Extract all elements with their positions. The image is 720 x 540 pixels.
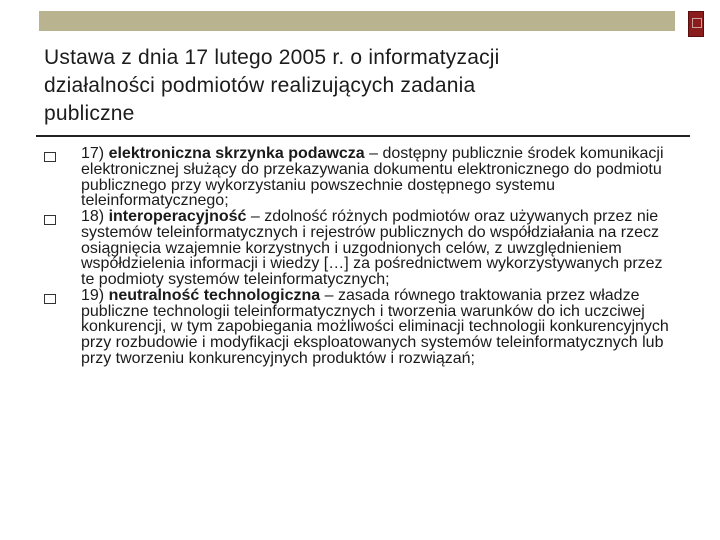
square-bullet-icon — [44, 152, 56, 162]
definition-body: – zdolność różnych podmiotów oraz używanych przez nie systemów teleinformatycznych i rejestrów publicznych do współdziałania na rzecz osiągnięcia wzajemnie korzystnych i uzgodnionych celów, z uwzględnieniem współdzielenia informacji i wiedzy […] za pośrednictwem wykorzystywanych przez te podmioty systemów teleinformatycznych; — [81, 208, 663, 288]
square-bullet-icon — [44, 294, 56, 304]
slide-title — [44, 44, 664, 128]
list-item-17 — [44, 146, 684, 209]
definitions-list — [44, 146, 684, 367]
definition-text — [81, 288, 677, 367]
defined-term: elektroniczna skrzynka podawcza — [108, 145, 365, 162]
list-item-19 — [44, 288, 684, 367]
item-number: 17) — [81, 145, 109, 162]
corner-decoration — [688, 11, 704, 37]
definition-text — [81, 209, 677, 288]
title-divider — [36, 135, 690, 137]
list-item-18 — [44, 209, 684, 288]
item-number: 19) — [81, 286, 109, 304]
definition-text — [81, 146, 677, 209]
definition-body: – dostępny publicznie środek komunikacji elektronicznej służący do przekazywania dokumentu elektronicznego do podmiotu publicznego przy wykorzystaniu powszechnie dostępnego systemu teleinformatycznego; — [81, 145, 664, 210]
square-bullet-icon — [44, 215, 56, 225]
title-line-1: Ustawa z dnia 17 lutego 2005 r. o informatyzacji — [44, 46, 500, 69]
corner-square-icon — [692, 18, 702, 28]
definition-body: – zasada równego traktowania przez władze publiczne technologii teleinformatycznych i tworzenia warunków do ich uczciwej konkurencji, w tym zapobiegania możliwości eliminacji technologii konkurencyjnych przy rozbudowie i modyfikacji eksploatowanych systemów teleinformatycznych lub przy tworzeniu konkurencyjnych produktów i rozwiązań; — [81, 286, 669, 367]
top-decorative-bar — [39, 11, 675, 31]
title-line-2: działalności podmiotów realizujących zadania — [44, 74, 476, 97]
defined-term: interoperacyjność — [108, 208, 247, 225]
title-line-3: publiczne — [44, 102, 135, 125]
item-number: 18) — [81, 208, 109, 225]
defined-term: neutralność technologiczna — [108, 286, 321, 304]
